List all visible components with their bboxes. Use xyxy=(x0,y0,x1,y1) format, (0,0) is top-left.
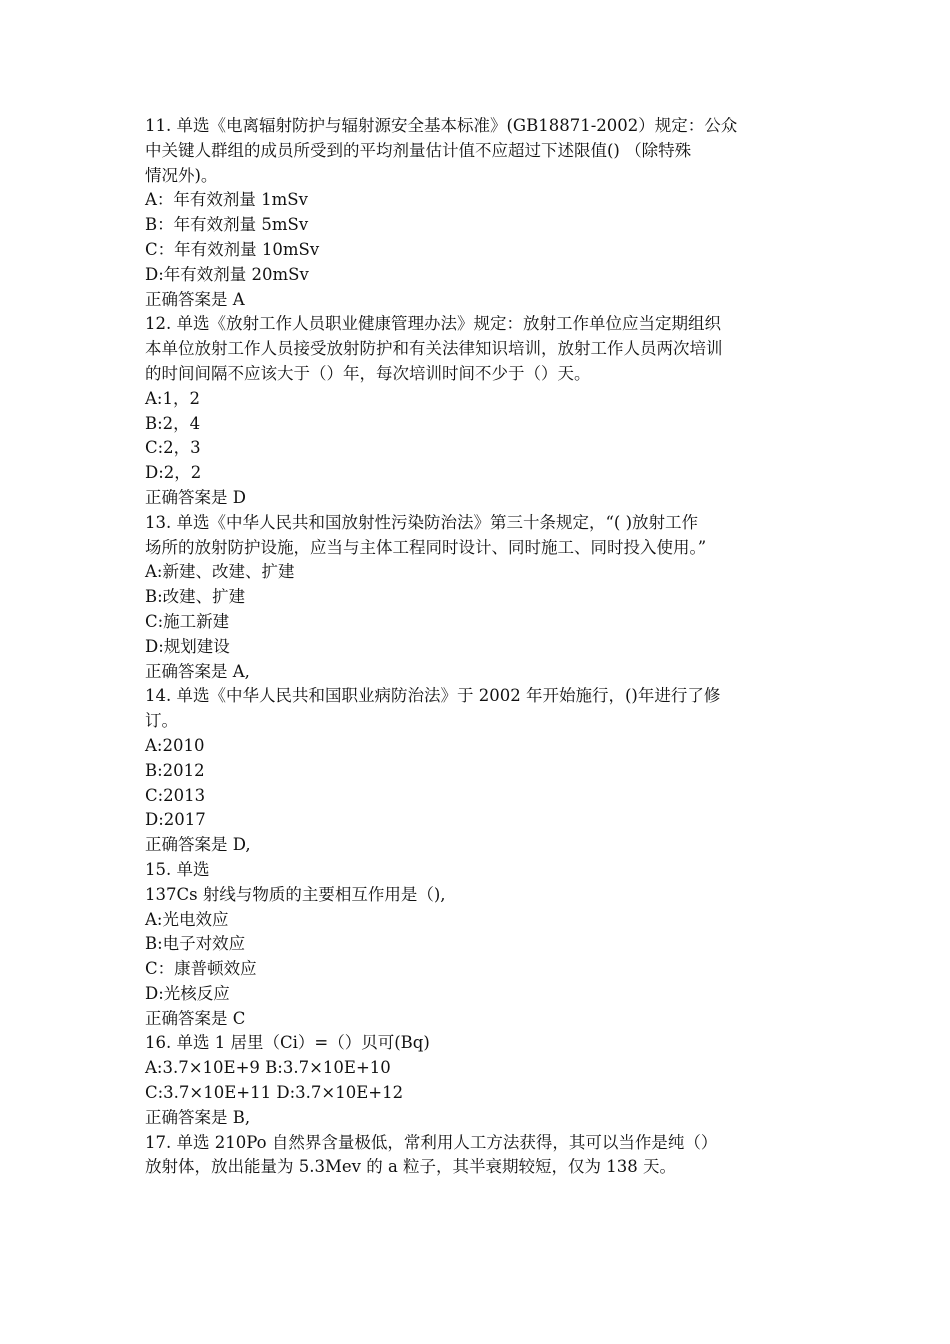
question-text-line: 137Cs 射线与物质的主要相互作用是（), xyxy=(145,884,446,904)
correct-answer-line: 正确答案是 B, xyxy=(145,1107,251,1127)
answer-option: A:1，2 xyxy=(145,388,200,408)
correct-answer-line: 正确答案是 D, xyxy=(145,835,251,855)
question-text-line: 16. 单选 1 居里（Ci）=（）贝可(Bq) xyxy=(145,1033,430,1053)
question-text-line: 15. 单选 xyxy=(145,859,210,879)
answer-option: C:2013 xyxy=(145,785,206,805)
answer-option: D:2，2 xyxy=(145,463,202,483)
question-text-line: 14. 单选《中华人民共和国职业病防治法》于 2002 年开始施行，()年进行了修 xyxy=(145,686,721,706)
answer-option: B:2012 xyxy=(145,760,205,780)
answer-option: A:新建、改建、扩建 xyxy=(145,562,295,582)
question-text-line: 13. 单选《中华人民共和国放射性污染防治法》第三十条规定，“( )放射工作 xyxy=(145,512,699,532)
answer-option: D:规划建设 xyxy=(145,636,230,656)
question-text-line: 本单位放射工作人员接受放射防护和有关法律知识培训，放射工作人员两次培训 xyxy=(145,339,723,359)
answer-option: A:2010 xyxy=(145,735,205,755)
answer-option: B:改建、扩建 xyxy=(145,587,246,607)
answer-option: C:2，3 xyxy=(145,438,201,458)
answer-option: C：年有效剂量 10mSv xyxy=(145,239,320,259)
answer-option: B:电子对效应 xyxy=(145,934,246,954)
answer-option: C：康普顿效应 xyxy=(145,959,257,979)
answer-option: B：年有效剂量 5mSv xyxy=(145,215,309,235)
question-text-line: 订。 xyxy=(145,711,178,731)
question-text-line: 的时间间隔不应该大于（）年，每次培训时间不少于（）天。 xyxy=(145,363,591,383)
answer-option: C:施工新建 xyxy=(145,611,230,631)
correct-answer-line: 正确答案是 D xyxy=(145,487,246,507)
answer-option: D:光核反应 xyxy=(145,983,230,1003)
answer-option: A：年有效剂量 1mSv xyxy=(145,190,308,210)
correct-answer-line: 正确答案是 A xyxy=(145,289,245,309)
question-text-line: 11. 单选《电离辐射防护与辐射源安全基本标准》(GB18871-2002）规定：公众 xyxy=(145,116,738,135)
correct-answer-line: 正确答案是 A, xyxy=(145,661,250,681)
answer-option: A:光电效应 xyxy=(145,909,229,929)
document-page xyxy=(145,114,810,1180)
answer-option: B:2，4 xyxy=(145,413,201,433)
question-text-line: 场所的放射防护设施，应当与主体工程同时设计、同时施工、同时投入使用。” xyxy=(145,537,707,557)
correct-answer-line: 正确答案是 C xyxy=(145,1008,246,1028)
question-text-line: 中关键人群组的成员所受到的平均剂量估计值不应超过下述限值() （除特殊 xyxy=(145,140,692,160)
question-text-line: 放射体，放出能量为 5.3Mev 的 a 粒子，其半衰期较短，仅为 138 天。 xyxy=(145,1157,677,1177)
answer-option: D:2017 xyxy=(145,810,206,830)
answer-option: D:年有效剂量 20mSv xyxy=(145,264,309,284)
question-text-line: 12. 单选《放射工作人员职业健康管理办法》规定：放射工作单位应当定期组织 xyxy=(145,314,721,334)
question-text-line: 17. 单选 210Po 自然界含量极低，常利用人工方法获得，其可以当作是纯（） xyxy=(145,1132,718,1152)
answer-option: A:3.7×10E+9 B:3.7×10E+10 xyxy=(145,1058,391,1078)
answer-option: C:3.7×10E+11 D:3.7×10E+12 xyxy=(145,1083,404,1103)
question-text-line: 情况外)。 xyxy=(145,165,218,185)
